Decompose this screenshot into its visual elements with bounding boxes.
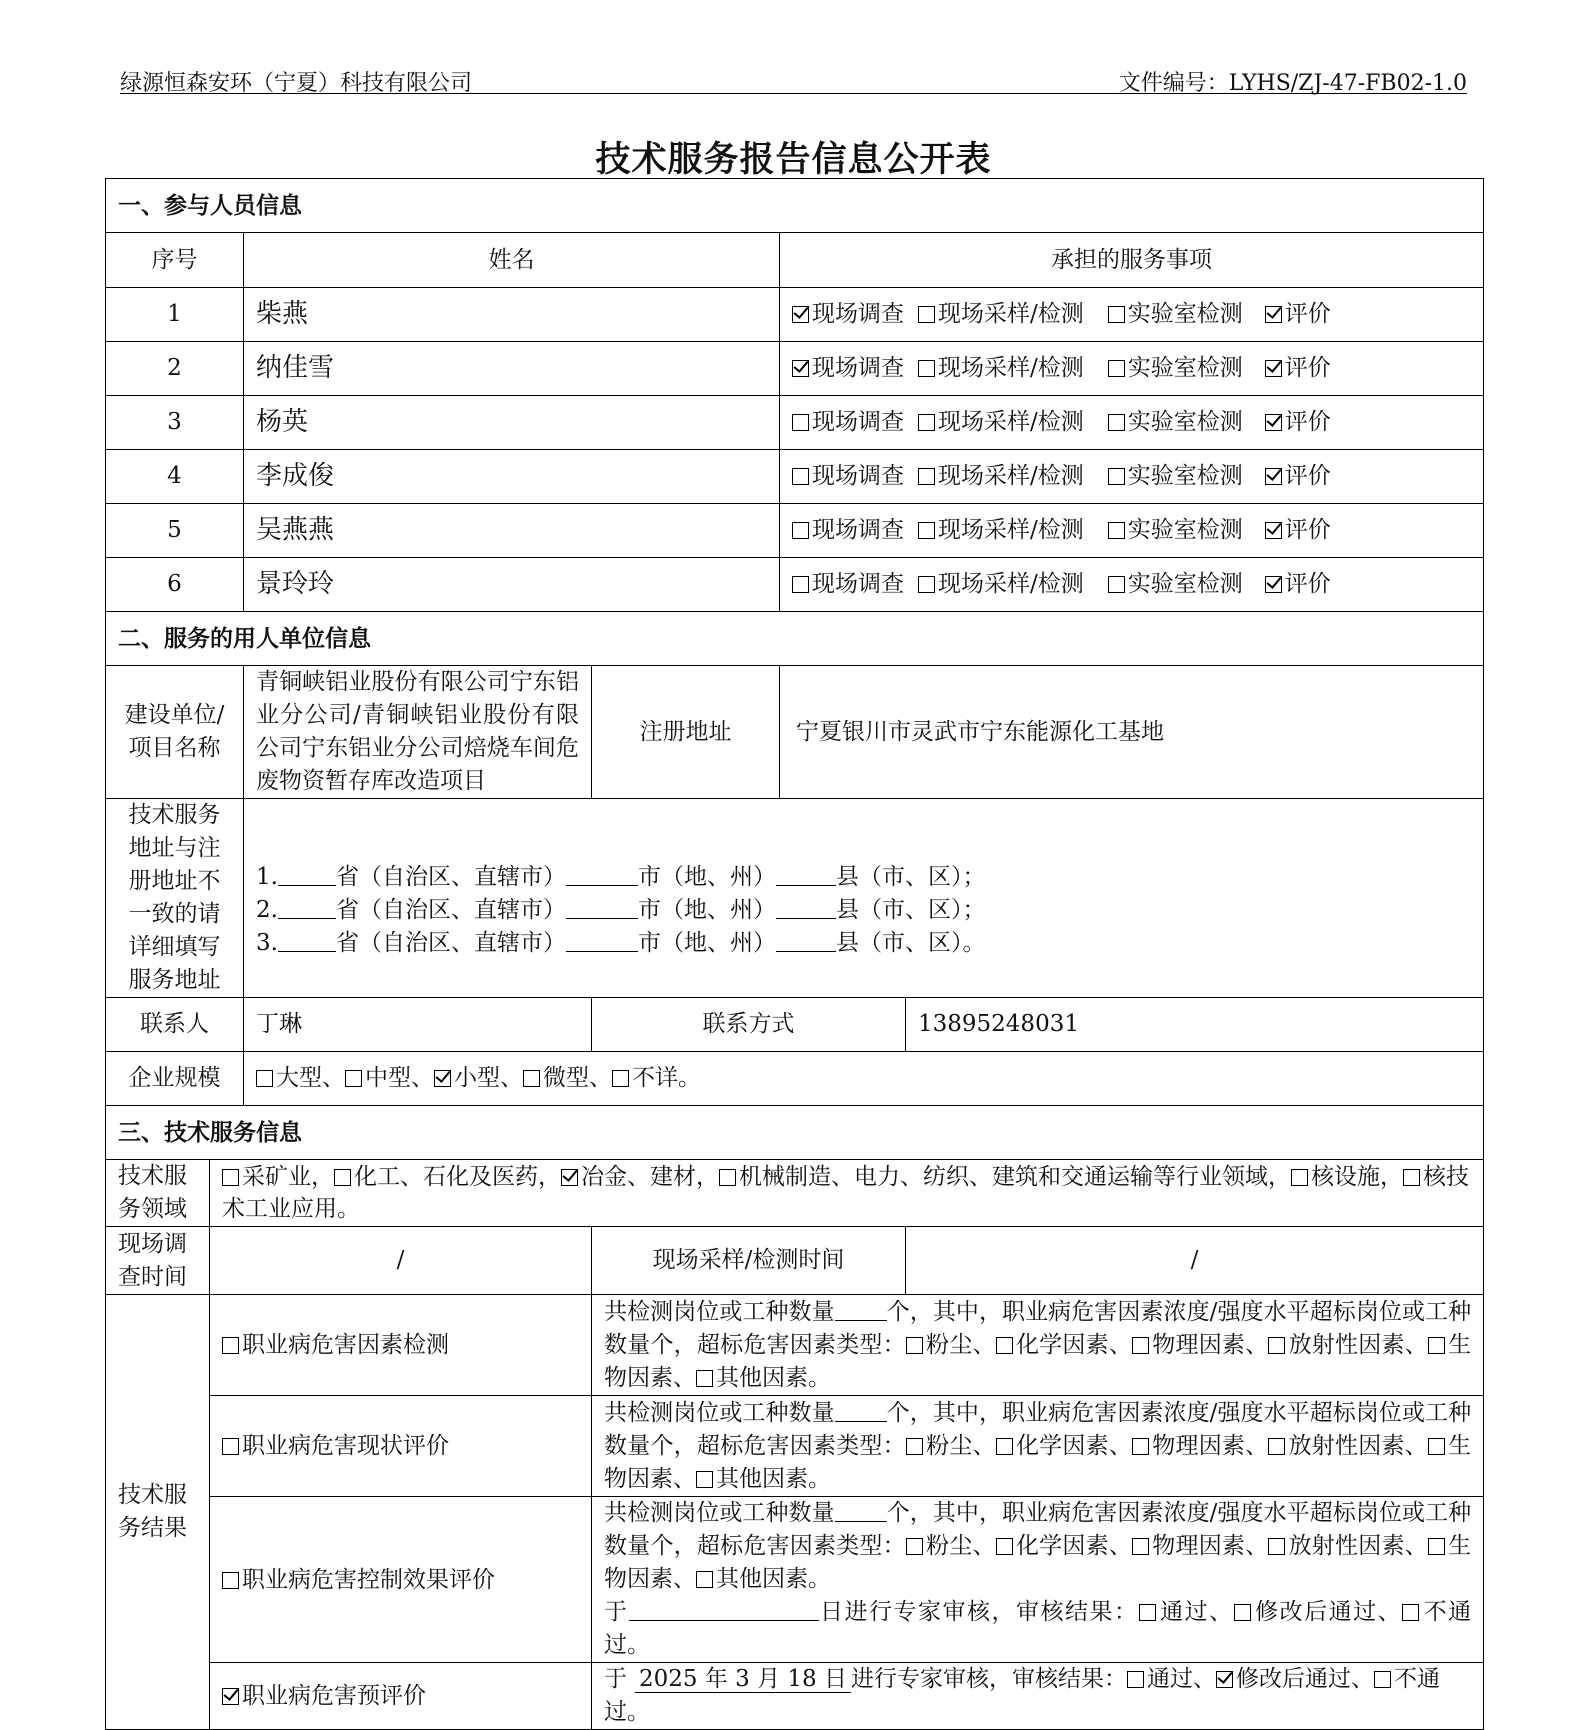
service-item-option[interactable] bbox=[1108, 406, 1243, 439]
service-item-checkbox[interactable] bbox=[1265, 414, 1282, 431]
field-option-label: 冶金、建材， bbox=[581, 1164, 719, 1190]
section2-title-row bbox=[106, 612, 1484, 666]
phone-label: 联系方式 bbox=[592, 998, 906, 1052]
service-item-label: 评价 bbox=[1284, 301, 1331, 327]
hazard-label: 粉尘、 bbox=[925, 1533, 996, 1559]
hazard-checkbox[interactable] bbox=[1268, 1337, 1285, 1354]
service-item-checkbox[interactable] bbox=[918, 576, 935, 593]
hazard-type-text: 个，超标危害因素类型： bbox=[650, 1533, 906, 1559]
review-checkbox[interactable] bbox=[1234, 1604, 1251, 1621]
scale-option[interactable] bbox=[523, 1062, 612, 1095]
hazard-checkbox[interactable] bbox=[996, 1438, 1013, 1455]
scale-row bbox=[106, 1052, 1484, 1106]
province-suffix: 省（自治区、直辖市） bbox=[335, 896, 566, 923]
hazard-checkbox[interactable] bbox=[1132, 1438, 1149, 1455]
service-item-option[interactable] bbox=[1265, 352, 1331, 385]
hazard-checkbox[interactable] bbox=[1428, 1337, 1445, 1354]
hazard-label: 化学因素、 bbox=[1015, 1432, 1133, 1459]
hazard-option[interactable] bbox=[1268, 1433, 1428, 1459]
participant-items bbox=[780, 558, 1484, 612]
hazard-checkbox[interactable] bbox=[906, 1438, 923, 1455]
header-divider bbox=[120, 93, 1467, 94]
service-item-label: 实验室检测 bbox=[1127, 517, 1243, 543]
participant-items bbox=[780, 504, 1484, 558]
participant-items bbox=[780, 450, 1484, 504]
review-option-label: 不通过。 bbox=[604, 1599, 1472, 1658]
county-suffix: 县（市、区）； bbox=[835, 896, 986, 923]
company-name: 绿源恒森安环（宁夏）科技有限公司 bbox=[120, 71, 473, 96]
detect-count-text: 共检测岗位或工种数量 bbox=[604, 1399, 835, 1426]
hazard-label: 化学因素、 bbox=[1015, 1331, 1133, 1358]
col-header-name: 姓名 bbox=[244, 233, 780, 288]
hazard-checkbox[interactable] bbox=[906, 1538, 923, 1555]
review-option-label: 通过、 bbox=[1158, 1599, 1234, 1625]
hazard-option[interactable] bbox=[906, 1533, 996, 1559]
hazard-checkbox[interactable] bbox=[1428, 1538, 1445, 1555]
post-count-blank[interactable] bbox=[835, 1499, 887, 1522]
service-item-checkbox[interactable] bbox=[918, 360, 935, 377]
service-item-label: 评价 bbox=[1284, 571, 1331, 597]
service-addr-line bbox=[256, 894, 1471, 927]
detect-exceed-text: 个，其中，职业病危害因素浓度/强度水平超标岗位或工种数量 bbox=[604, 1399, 1472, 1459]
sampling-time-label: 现场采样/检测时间 bbox=[592, 1227, 906, 1295]
hazard-checkbox[interactable] bbox=[1132, 1337, 1149, 1354]
hazard-label: 生物因素、 bbox=[604, 1533, 1472, 1592]
hazard-option[interactable] bbox=[996, 1433, 1132, 1459]
service-item-checkbox[interactable] bbox=[1265, 360, 1282, 377]
service-item-option[interactable] bbox=[1108, 460, 1243, 493]
hazard-label: 物理因素、 bbox=[1152, 1331, 1269, 1358]
scale-option-label: 微型、 bbox=[543, 1065, 612, 1091]
hazard-option[interactable] bbox=[996, 1332, 1132, 1358]
service-addr-row bbox=[106, 799, 1484, 998]
service-item-checkbox[interactable] bbox=[918, 414, 935, 431]
result-type-checkbox[interactable] bbox=[222, 1572, 239, 1589]
province-blank[interactable] bbox=[278, 863, 336, 886]
participant-name: 李成俊 bbox=[244, 450, 780, 504]
hazard-checkbox[interactable] bbox=[996, 1538, 1013, 1555]
service-item-checkbox[interactable] bbox=[918, 306, 935, 323]
scale-checkbox[interactable] bbox=[612, 1070, 629, 1087]
service-item-checkbox[interactable] bbox=[792, 360, 809, 377]
service-item-checkbox[interactable] bbox=[1265, 306, 1282, 323]
scale-checkbox[interactable] bbox=[523, 1070, 540, 1087]
hazard-checkbox[interactable] bbox=[1132, 1538, 1149, 1555]
pre-eval-suffix: 进行专家审核，审核结果： bbox=[851, 1666, 1127, 1692]
survey-time-value: / bbox=[210, 1227, 592, 1295]
field-option[interactable] bbox=[1291, 1164, 1403, 1190]
pre-eval-review-option[interactable] bbox=[1216, 1666, 1374, 1692]
hazard-label: 其他因素。 bbox=[716, 1364, 831, 1391]
hazard-checkbox[interactable] bbox=[1268, 1438, 1285, 1455]
field-option[interactable] bbox=[561, 1164, 719, 1190]
city-suffix: 市（地、州） bbox=[637, 863, 776, 890]
county-suffix: 县（市、区）； bbox=[835, 863, 986, 890]
service-item-label: 现场调查 bbox=[812, 463, 904, 489]
service-item-label: 评价 bbox=[1284, 463, 1331, 489]
hazard-option[interactable] bbox=[696, 1466, 831, 1492]
hazard-checkbox[interactable] bbox=[996, 1337, 1013, 1354]
participant-no: 1 bbox=[106, 288, 244, 342]
county-blank[interactable] bbox=[776, 896, 836, 919]
addr-line-no: 1. bbox=[256, 863, 278, 890]
service-item-checkbox[interactable] bbox=[792, 522, 809, 539]
service-item-option[interactable] bbox=[1265, 568, 1331, 601]
pre-eval-checkbox[interactable] bbox=[222, 1688, 239, 1705]
pre-eval-review-checkbox[interactable] bbox=[1127, 1671, 1144, 1688]
county-blank[interactable] bbox=[776, 929, 836, 952]
participant-no: 4 bbox=[106, 450, 244, 504]
contact-row bbox=[106, 998, 1484, 1052]
participant-row bbox=[106, 558, 1484, 612]
participant-no: 2 bbox=[106, 342, 244, 396]
scale-option-label: 小型、 bbox=[454, 1065, 523, 1091]
review-suffix: 日进行专家审核，审核结果： bbox=[818, 1599, 1139, 1625]
field-option[interactable] bbox=[334, 1164, 561, 1190]
result-row bbox=[106, 1295, 1484, 1396]
service-item-checkbox[interactable] bbox=[1108, 414, 1125, 431]
pre-eval-date: 2025 年 3 月 18 日 bbox=[635, 1666, 851, 1693]
service-item-label: 现场采样/检测 bbox=[938, 463, 1084, 489]
participant-name: 柴燕 bbox=[244, 288, 780, 342]
service-item-checkbox[interactable] bbox=[1108, 306, 1125, 323]
service-item-label: 评价 bbox=[1284, 355, 1331, 381]
result-row bbox=[106, 1396, 1484, 1497]
review-option[interactable] bbox=[1234, 1599, 1403, 1625]
service-item-checkbox[interactable] bbox=[918, 522, 935, 539]
result-label: 技术服务结果 bbox=[106, 1295, 210, 1730]
hazard-checkbox[interactable] bbox=[696, 1571, 713, 1588]
participant-row bbox=[106, 450, 1484, 504]
service-item-label: 现场调查 bbox=[812, 301, 904, 327]
hazard-checkbox[interactable] bbox=[696, 1370, 713, 1387]
section2-title: 二、服务的用人单位信息 bbox=[106, 612, 1484, 666]
service-item-option[interactable] bbox=[1265, 406, 1331, 439]
hazard-label: 物理因素、 bbox=[1152, 1533, 1269, 1559]
service-item-label: 现场调查 bbox=[812, 409, 904, 435]
participant-row bbox=[106, 288, 1484, 342]
service-addr-label: 技术服务地址与注册地址不一致的请详细填写服务地址 bbox=[106, 799, 244, 998]
participant-items bbox=[780, 342, 1484, 396]
hazard-option[interactable] bbox=[906, 1433, 996, 1459]
service-addr-lines bbox=[244, 799, 1484, 998]
result-type-label: 职业病危害现状评价 bbox=[242, 1433, 449, 1459]
hazard-label: 其他因素。 bbox=[716, 1465, 831, 1492]
post-count-blank[interactable] bbox=[835, 1399, 887, 1422]
hazard-label: 生物因素、 bbox=[604, 1331, 1472, 1391]
service-item-option[interactable] bbox=[1108, 298, 1243, 331]
hazard-label: 粉尘、 bbox=[925, 1331, 996, 1358]
pre-eval-review-checkbox[interactable] bbox=[1374, 1671, 1391, 1688]
service-item-checkbox[interactable] bbox=[1265, 576, 1282, 593]
scale-label: 企业规模 bbox=[106, 1052, 244, 1106]
hazard-option[interactable] bbox=[1132, 1533, 1268, 1559]
hazard-option[interactable] bbox=[906, 1332, 996, 1358]
hazard-type-text: 个，超标危害因素类型： bbox=[650, 1432, 906, 1459]
result-type bbox=[210, 1295, 592, 1396]
scale-option[interactable] bbox=[345, 1062, 434, 1095]
hazard-checkbox[interactable] bbox=[1428, 1438, 1445, 1455]
expert-review-line bbox=[604, 1596, 1471, 1662]
pre-eval-type bbox=[210, 1663, 592, 1730]
service-item-option[interactable] bbox=[1108, 514, 1243, 547]
service-item-option[interactable] bbox=[792, 460, 904, 493]
participant-row bbox=[106, 504, 1484, 558]
field-option-label: 核技术工业应用。 bbox=[222, 1164, 1469, 1222]
pre-eval-review-option[interactable] bbox=[1127, 1666, 1216, 1692]
section3-title: 三、技术服务信息 bbox=[106, 1106, 1484, 1160]
scale-option-label: 大型、 bbox=[276, 1065, 345, 1091]
pre-eval-row bbox=[106, 1663, 1484, 1730]
hazard-label: 放射性因素、 bbox=[1288, 1331, 1428, 1358]
page-title: 技术服务报告信息公开表 bbox=[595, 139, 992, 180]
pre-eval-review-label: 通过、 bbox=[1147, 1666, 1216, 1692]
pre-eval-review-checkbox[interactable] bbox=[1216, 1671, 1233, 1688]
province-blank[interactable] bbox=[278, 896, 336, 919]
result-row bbox=[106, 1497, 1484, 1663]
service-item-label: 实验室检测 bbox=[1127, 463, 1243, 489]
disclosure-table bbox=[105, 178, 1484, 1730]
hazard-label: 生物因素、 bbox=[604, 1432, 1472, 1492]
field-option-label: 采矿业， bbox=[242, 1164, 334, 1190]
province-suffix: 省（自治区、直辖市） bbox=[335, 863, 566, 890]
unit-row bbox=[106, 666, 1484, 799]
service-item-option[interactable] bbox=[792, 406, 904, 439]
service-item-option[interactable] bbox=[918, 568, 1084, 601]
result-type-label: 职业病危害因素检测 bbox=[242, 1332, 449, 1358]
county-suffix: 县（市、区）。 bbox=[835, 929, 986, 956]
result-detail bbox=[592, 1295, 1484, 1396]
participant-name: 杨英 bbox=[244, 396, 780, 450]
hazard-type-text: 个，超标危害因素类型： bbox=[650, 1331, 906, 1358]
review-date-blank[interactable] bbox=[629, 1598, 819, 1621]
participant-name: 景玲玲 bbox=[244, 558, 780, 612]
service-item-checkbox[interactable] bbox=[792, 306, 809, 323]
contact-value: 丁琳 bbox=[244, 998, 592, 1052]
service-item-label: 实验室检测 bbox=[1127, 409, 1243, 435]
scale-option[interactable] bbox=[434, 1062, 523, 1095]
hazard-option[interactable] bbox=[696, 1566, 831, 1592]
field-checkbox[interactable] bbox=[1291, 1169, 1308, 1186]
pre-eval-detail bbox=[592, 1663, 1484, 1730]
col-header-items: 承担的服务事项 bbox=[780, 233, 1484, 288]
field-checkbox[interactable] bbox=[719, 1169, 736, 1186]
hazard-option[interactable] bbox=[1132, 1433, 1268, 1459]
scale-option[interactable] bbox=[612, 1062, 701, 1095]
section3-title-row bbox=[106, 1106, 1484, 1160]
service-item-label: 评价 bbox=[1284, 409, 1331, 435]
service-addr-line bbox=[256, 861, 1471, 894]
service-item-checkbox[interactable] bbox=[1108, 468, 1125, 485]
service-item-label: 现场调查 bbox=[812, 355, 904, 381]
review-checkbox[interactable] bbox=[1139, 1604, 1156, 1621]
field-option-label: 机械制造、电力、纺织、建筑和交通运输等行业领域， bbox=[739, 1164, 1291, 1190]
participant-name: 纳佳雪 bbox=[244, 342, 780, 396]
post-count-blank[interactable] bbox=[835, 1298, 887, 1321]
result-detail bbox=[592, 1396, 1484, 1497]
field-options bbox=[210, 1160, 1484, 1227]
result-type bbox=[210, 1497, 592, 1663]
scale-options bbox=[244, 1052, 1484, 1106]
pre-eval-prefix: 于 bbox=[604, 1666, 627, 1692]
city-blank[interactable] bbox=[566, 896, 638, 919]
service-addr-line bbox=[256, 927, 1471, 960]
detect-count-text: 共检测岗位或工种数量 bbox=[604, 1500, 835, 1526]
survey-time-label: 现场调查时间 bbox=[106, 1227, 210, 1295]
service-item-checkbox[interactable] bbox=[1108, 360, 1125, 377]
hazard-checkbox[interactable] bbox=[696, 1471, 713, 1488]
result-type bbox=[210, 1396, 592, 1497]
hazard-option[interactable] bbox=[1268, 1533, 1428, 1559]
service-item-checkbox[interactable] bbox=[792, 576, 809, 593]
field-row bbox=[106, 1160, 1484, 1227]
service-item-option[interactable] bbox=[1265, 298, 1331, 331]
service-item-option[interactable] bbox=[918, 514, 1084, 547]
detect-exceed-text: 个，其中，职业病危害因素浓度/强度水平超标岗位或工种数量 bbox=[604, 1500, 1472, 1559]
participant-no: 5 bbox=[106, 504, 244, 558]
hazard-label: 物理因素、 bbox=[1152, 1432, 1269, 1459]
scale-option-label: 中型、 bbox=[365, 1065, 434, 1091]
scale-checkbox[interactable] bbox=[434, 1070, 451, 1087]
pre-eval-review-label: 修改后通过、 bbox=[1236, 1666, 1374, 1692]
participant-no: 6 bbox=[106, 558, 244, 612]
unit-label: 建设单位/项目名称 bbox=[106, 666, 244, 799]
detect-exceed-text: 个，其中，职业病危害因素浓度/强度水平超标岗位或工种数量 bbox=[604, 1298, 1472, 1358]
hazard-checkbox[interactable] bbox=[906, 1337, 923, 1354]
section1-title: 一、参与人员信息 bbox=[106, 179, 1484, 233]
service-item-checkbox[interactable] bbox=[1265, 468, 1282, 485]
result-type-checkbox[interactable] bbox=[222, 1438, 239, 1455]
service-item-label: 评价 bbox=[1284, 517, 1331, 543]
service-item-label: 现场调查 bbox=[812, 517, 904, 543]
pre-eval-review-label: 不通过。 bbox=[604, 1666, 1440, 1725]
city-blank[interactable] bbox=[566, 929, 638, 952]
service-item-option[interactable] bbox=[1265, 460, 1331, 493]
unit-value: 青铜峡铝业股份有限公司宁东铝业分公司/青铜峡铝业股份有限公司宁东铝业分公司焙烧车间危废物资暂存库改造项目 bbox=[244, 666, 592, 799]
sampling-time-value: / bbox=[906, 1227, 1484, 1295]
hazard-checkbox[interactable] bbox=[1268, 1538, 1285, 1555]
service-item-label: 现场采样/检测 bbox=[938, 301, 1084, 327]
city-suffix: 市（地、州） bbox=[637, 929, 776, 956]
service-item-label: 实验室检测 bbox=[1127, 355, 1243, 381]
reg-addr-value: 宁夏银川市灵武市宁东能源化工基地 bbox=[780, 666, 1484, 799]
service-item-label: 实验室检测 bbox=[1127, 301, 1243, 327]
service-item-label: 现场采样/检测 bbox=[938, 571, 1084, 597]
participant-no: 3 bbox=[106, 396, 244, 450]
hazard-option[interactable] bbox=[1132, 1332, 1268, 1358]
review-option[interactable] bbox=[1139, 1599, 1234, 1625]
scale-checkbox[interactable] bbox=[345, 1070, 362, 1087]
reg-addr-label: 注册地址 bbox=[592, 666, 780, 799]
field-option[interactable] bbox=[222, 1164, 334, 1190]
col-header-no: 序号 bbox=[106, 233, 244, 288]
service-item-checkbox[interactable] bbox=[1108, 522, 1125, 539]
hazard-label: 粉尘、 bbox=[925, 1432, 996, 1459]
pre-eval-label: 职业病危害预评价 bbox=[242, 1682, 426, 1709]
service-item-option[interactable] bbox=[918, 298, 1084, 331]
service-item-label: 现场采样/检测 bbox=[938, 517, 1084, 543]
service-item-checkbox[interactable] bbox=[792, 468, 809, 485]
service-item-option[interactable] bbox=[918, 460, 1084, 493]
scale-checkbox[interactable] bbox=[256, 1070, 273, 1087]
county-blank[interactable] bbox=[776, 863, 836, 886]
service-item-option[interactable] bbox=[1108, 568, 1243, 601]
contact-label: 联系人 bbox=[106, 998, 244, 1052]
field-label: 技术服务领域 bbox=[106, 1160, 210, 1227]
participant-row bbox=[106, 342, 1484, 396]
participant-row bbox=[106, 396, 1484, 450]
service-item-checkbox[interactable] bbox=[792, 414, 809, 431]
detect-count-text: 共检测岗位或工种数量 bbox=[604, 1298, 835, 1325]
service-item-option[interactable] bbox=[792, 568, 904, 601]
participant-name: 吴燕燕 bbox=[244, 504, 780, 558]
result-type-label: 职业病危害控制效果评价 bbox=[242, 1566, 495, 1593]
field-option-label: 化工、石化及医药， bbox=[354, 1164, 561, 1190]
hazard-label: 放射性因素、 bbox=[1288, 1533, 1428, 1559]
field-checkbox[interactable] bbox=[1403, 1169, 1420, 1186]
service-item-option[interactable] bbox=[918, 406, 1084, 439]
service-item-option[interactable] bbox=[792, 352, 904, 385]
field-option[interactable] bbox=[719, 1164, 1291, 1190]
hazard-option[interactable] bbox=[996, 1533, 1132, 1559]
service-item-label: 现场调查 bbox=[812, 571, 904, 597]
participant-items bbox=[780, 396, 1484, 450]
addr-line-no: 2. bbox=[256, 896, 278, 923]
field-option-label: 核设施， bbox=[1311, 1164, 1403, 1190]
province-blank[interactable] bbox=[278, 929, 336, 952]
service-item-label: 现场采样/检测 bbox=[938, 355, 1084, 381]
hazard-label: 放射性因素、 bbox=[1288, 1432, 1428, 1459]
city-suffix: 市（地、州） bbox=[637, 896, 776, 923]
review-option-label: 修改后通过、 bbox=[1253, 1599, 1403, 1625]
time-row bbox=[106, 1227, 1484, 1295]
field-checkbox[interactable] bbox=[222, 1169, 239, 1186]
hazard-label: 其他因素。 bbox=[716, 1566, 831, 1592]
service-item-option[interactable] bbox=[1265, 514, 1331, 547]
service-item-label: 实验室检测 bbox=[1127, 571, 1243, 597]
service-item-option[interactable] bbox=[792, 298, 904, 331]
service-item-option[interactable] bbox=[1108, 352, 1243, 385]
scale-option-label: 不详。 bbox=[632, 1065, 701, 1091]
service-item-option[interactable] bbox=[918, 352, 1084, 385]
service-item-label: 现场采样/检测 bbox=[938, 409, 1084, 435]
participant-items bbox=[780, 288, 1484, 342]
review-checkbox[interactable] bbox=[1402, 1604, 1419, 1621]
service-item-checkbox[interactable] bbox=[1265, 522, 1282, 539]
service-item-checkbox[interactable] bbox=[918, 468, 935, 485]
city-blank[interactable] bbox=[566, 863, 638, 886]
review-prefix: 于 bbox=[604, 1599, 629, 1625]
service-item-option[interactable] bbox=[792, 514, 904, 547]
hazard-option[interactable] bbox=[696, 1365, 831, 1391]
addr-line-no: 3. bbox=[256, 929, 278, 956]
result-type-checkbox[interactable] bbox=[222, 1337, 239, 1354]
result-detail bbox=[592, 1497, 1484, 1663]
field-checkbox[interactable] bbox=[334, 1169, 351, 1186]
hazard-option[interactable] bbox=[1268, 1332, 1428, 1358]
scale-option[interactable] bbox=[256, 1062, 345, 1095]
hazard-label: 化学因素、 bbox=[1015, 1533, 1133, 1559]
province-suffix: 省（自治区、直辖市） bbox=[335, 929, 566, 956]
field-checkbox[interactable] bbox=[561, 1169, 578, 1186]
document-number: 文件编号：LYHS/ZJ-47-FB02-1.0 bbox=[1118, 71, 1467, 96]
service-item-checkbox[interactable] bbox=[1108, 576, 1125, 593]
phone-value: 13895248031 bbox=[906, 998, 1484, 1052]
